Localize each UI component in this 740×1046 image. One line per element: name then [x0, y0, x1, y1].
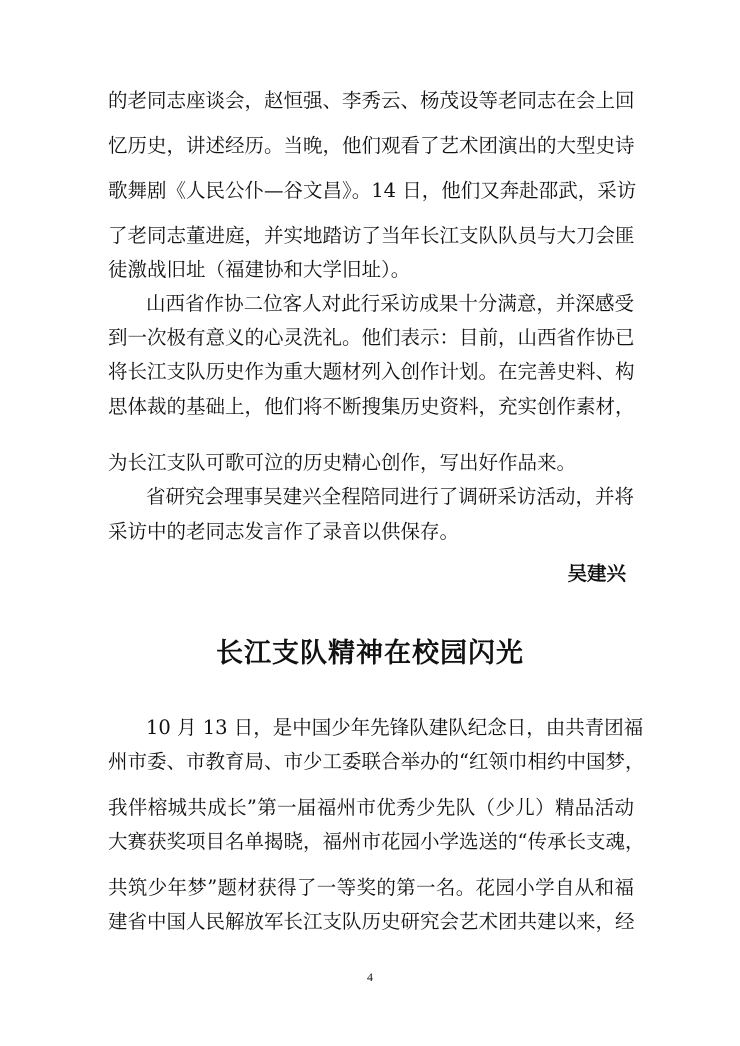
article-title: 长江支队精神在校园闪光: [216, 638, 524, 669]
text-line: 我伴榕城共成长”第一届福州市优秀少先队（少儿）精品活动: [108, 796, 634, 819]
text-line: 的老同志座谈会，赵恒强、李秀云、杨茂设等老同志在会上回: [108, 89, 635, 112]
text-line: 州市委、市教育局、市少工委联合举办的“红领巾相约中国梦，: [108, 750, 645, 773]
text-line: 10 月 13 日，是中国少年先锋队建队纪念日，由共青团福: [146, 716, 644, 739]
text-line: 共筑少年梦”题材获得了一等奖的第一名。花园小学自从和福: [108, 876, 634, 899]
text-line: 到一次极有意义的心灵洗礼。他们表示：目前，山西省作协已: [108, 326, 635, 349]
text-line: 思体裁的基础上，他们将不断搜集历史资料，充实创作素材，: [108, 395, 635, 418]
page-number: 4: [367, 970, 373, 984]
text-line: 采访中的老同志发言作了录音以供保存。: [108, 520, 460, 543]
text-line: 省研究会理事吴建兴全程陪同进行了调研采访活动，并将: [146, 485, 634, 508]
text-line: 建省中国人民解放军长江支队历史研究会艺术团共建以来，经: [108, 910, 635, 933]
text-line: 了老同志董进庭，并实地踏访了当年长江支队队员与大刀会匪: [108, 224, 635, 247]
author-signature: 吴建兴: [567, 562, 626, 585]
text-line: 徒激战旧址（福建协和大学旧址）。: [108, 258, 411, 281]
text-line: 歌舞剧《人民公仆—谷文昌》。14 日，他们又奔赴邵武，采访: [108, 179, 637, 202]
text-line: 忆历史，讲述经历。当晚，他们观看了艺术团演出的大型史诗: [108, 134, 635, 157]
text-line: 山西省作协二位客人对此行采访成果十分满意，并深感受: [146, 292, 634, 315]
text-line: 为长江支队可歌可泣的历史精心创作，写出好作品来。: [108, 451, 577, 474]
text-line: 大赛获奖项目名单揭晓，福州市花园小学选送的“传承长支魂，: [108, 830, 645, 853]
text-line: 将长江支队历史作为重大题材列入创作计划。在完善史料、构: [108, 360, 635, 383]
